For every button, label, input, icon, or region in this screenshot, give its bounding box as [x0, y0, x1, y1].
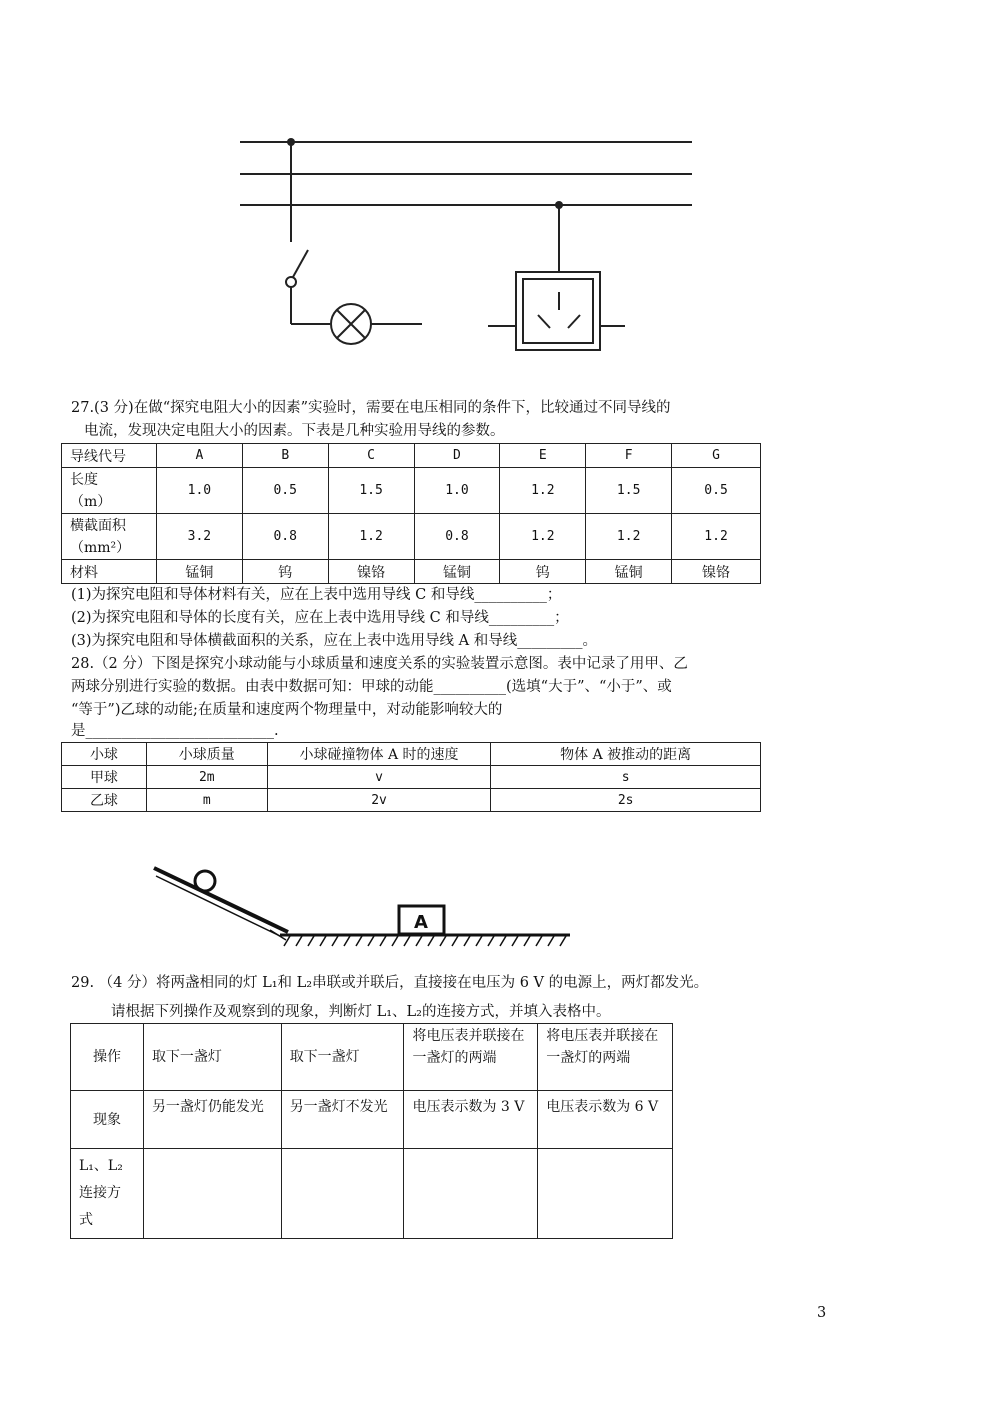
household-circuit-diagram — [230, 130, 700, 360]
table-cell: 2m — [146, 766, 267, 789]
table-cell: 取下一盏灯 — [143, 1024, 281, 1091]
table-cell: 1.0 — [414, 468, 500, 514]
q27-wire-table — [61, 443, 761, 584]
q28-line-1: 28.（2 分）下图是探究小球动能与小球质量和速度关系的实验装置示意图。表中记录了用甲、乙 — [71, 656, 688, 672]
q27-line-1: 27.(3 分)在做“探究电阻大小的因素”实验时，需要在电压相同的条件下，比较通过不同导线的 — [71, 400, 671, 416]
table-cell: 镍铬 — [328, 560, 414, 584]
table-cell: s — [491, 766, 761, 789]
q29-line-1: 29. （4 分）将两盏相同的灯 L₁和 L₂串联或并联后，直接接在电压为 6 V 的电源上，两灯都发光。 — [71, 975, 709, 991]
table-cell: 将电压表并联接在一盏灯的两端 — [404, 1024, 538, 1091]
socket-symbol — [516, 272, 600, 350]
table-row — [62, 766, 761, 789]
table-cell: v — [267, 766, 491, 789]
table-cell: 0.5 — [242, 468, 328, 514]
table-cell: 甲球 — [62, 766, 147, 789]
table-cell: 0.5 — [672, 468, 761, 514]
table-cell: 镍铬 — [672, 560, 761, 584]
page-number: 3 — [817, 1305, 827, 1321]
table-header-cell: 导线代号 — [62, 444, 157, 468]
row-label: L₁、L₂连接方式 — [71, 1149, 144, 1239]
table-header-cell: B — [242, 444, 328, 468]
table-cell: 锰铜 — [414, 560, 500, 584]
q28-ball-table — [61, 742, 761, 812]
table-header-cell: D — [414, 444, 500, 468]
table-row — [62, 560, 761, 584]
q27-sub-2: (2)为探究电阻和导体的长度有关，应在上表中选用导线 C 和导线_________； — [71, 610, 569, 626]
table-cell: 1.5 — [328, 468, 414, 514]
table-cell: 2v — [267, 789, 491, 812]
switch-lever — [293, 250, 308, 277]
table-cell: 锰铜 — [586, 560, 672, 584]
q29-line-2: 请根据下列操作及观察到的现象，判断灯 L₁、L₂的连接方式，并填入表格中。 — [111, 1004, 611, 1020]
table-cell: m — [146, 789, 267, 812]
table-header-cell: G — [672, 444, 761, 468]
row-label: 操作 — [71, 1024, 144, 1091]
q28-line-3: “等于”)乙球的动能;在质量和速度两个物理量中，对动能影响较大的 — [71, 702, 503, 718]
table-header-cell: 小球 — [62, 743, 147, 766]
row-label: 横截面积 （mm²） — [62, 514, 157, 560]
table-header-cell: C — [328, 444, 414, 468]
row-label: 现象 — [71, 1091, 144, 1149]
table-cell: 取下一盏灯 — [281, 1024, 404, 1091]
table-header-cell: 小球质量 — [146, 743, 267, 766]
table-cell: 2s — [491, 789, 761, 812]
table-cell: 锰铜 — [156, 560, 242, 584]
ball — [195, 871, 215, 891]
table-cell: 另一盏灯不发光 — [281, 1091, 404, 1149]
q28-line-2: 两球分别进行实验的数据。由表中数据可知：甲球的动能__________(选填“大于”、“小于”、或 — [71, 679, 672, 695]
q27-line-2: 电流，发现决定电阻大小的因素。下表是几种实验用导线的参数。 — [84, 423, 505, 439]
table-cell: 1.2 — [328, 514, 414, 560]
answer-cell[interactable] — [281, 1149, 404, 1239]
table-cell: 1.5 — [586, 468, 672, 514]
table-cell: 0.8 — [242, 514, 328, 560]
table-header-cell: 物体 A 被推动的距离 — [491, 743, 761, 766]
table-cell: 将电压表并联接在一盏灯的两端 — [538, 1024, 673, 1091]
answer-cell[interactable] — [404, 1149, 538, 1239]
table-cell: 钨 — [500, 560, 586, 584]
table-cell: 0.8 — [414, 514, 500, 560]
table-cell: 1.2 — [500, 514, 586, 560]
ramp-experiment-diagram — [150, 858, 580, 958]
table-header-cell: F — [586, 444, 672, 468]
table-header-cell: 小球碰撞物体 A 时的速度 — [267, 743, 491, 766]
q28-line-4: 是__________________________. — [71, 723, 279, 739]
q27-sub-3: (3)为探究电阻和导体横截面积的关系，应在上表中选用导线 A 和导线_________。 — [71, 633, 597, 649]
row-label: 长度 （m） — [62, 468, 157, 514]
table-cell: 1.2 — [586, 514, 672, 560]
table-header-cell: A — [156, 444, 242, 468]
q29-connection-table — [70, 1023, 673, 1239]
table-row — [71, 1091, 673, 1149]
table-header-cell: E — [500, 444, 586, 468]
switch-contact — [286, 277, 296, 287]
q27-sub-1: (1)为探究电阻和导体材料有关，应在上表中选用导线 C 和导线__________； — [71, 587, 562, 603]
row-label: 材料 — [62, 560, 157, 584]
table-cell: 钨 — [242, 560, 328, 584]
table-cell: 1.2 — [672, 514, 761, 560]
table-cell: 电压表示数为 3 V — [404, 1091, 538, 1149]
block-a-label: A — [414, 912, 428, 933]
table-cell: 电压表示数为 6 V — [538, 1091, 673, 1149]
table-row — [62, 514, 761, 560]
table-row — [71, 1149, 673, 1239]
answer-cell[interactable] — [143, 1149, 281, 1239]
table-cell: 1.2 — [500, 468, 586, 514]
table-cell: 乙球 — [62, 789, 147, 812]
table-cell: 3.2 — [156, 514, 242, 560]
ramp — [154, 868, 288, 932]
table-cell: 1.0 — [156, 468, 242, 514]
table-cell: 另一盏灯仍能发光 — [143, 1091, 281, 1149]
table-row — [62, 468, 761, 514]
lamp-symbol — [331, 304, 371, 344]
table-row — [62, 789, 761, 812]
answer-cell[interactable] — [538, 1149, 673, 1239]
